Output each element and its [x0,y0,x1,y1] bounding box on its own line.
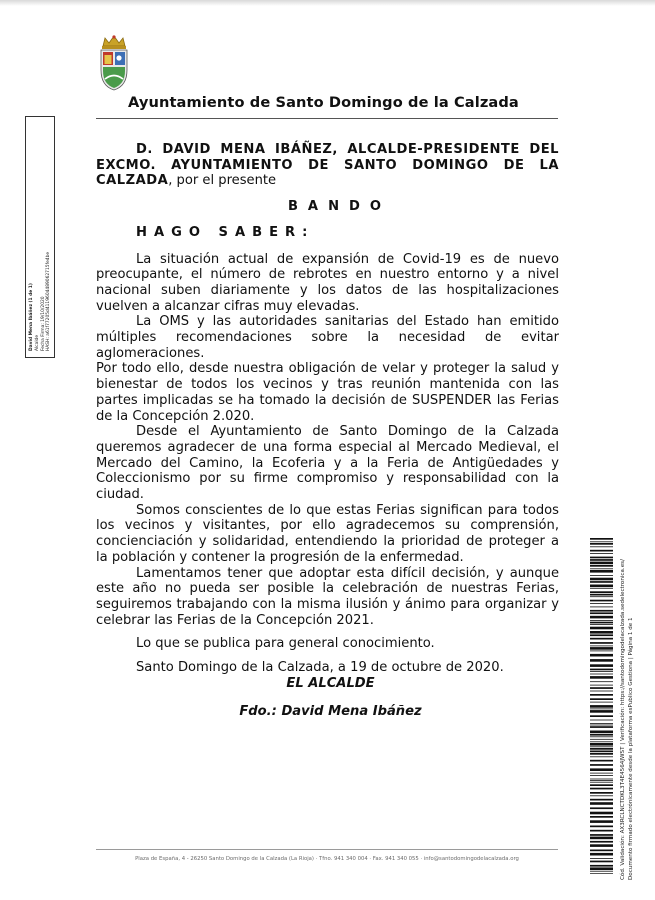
signer-role: Alcalde [34,334,40,351]
signer-name: David Mena Ibáñez (1 de 1) [29,283,34,351]
place-and-date: Santo Domingo de la Calzada, a 19 de octubre de 2020. [136,660,504,676]
paragraph-oms: La OMS y las autoridades sanitarias del Estado han emitido múltiples recomendaciones sobre la necesidad de evitar aglomeraciones. [96,314,559,361]
paragraph-decision: Por todo ello, desde nuestra obligación de velar y proteger la salud y bienestar de todos los vecinos y tras reunión mantenida con las partes implicadas se ha tomado la decisión de SUSPENDER las Ferias de la Concepción 2.020. [96,361,559,424]
header-divider [96,118,558,119]
document-body [96,142,559,719]
signer-title: EL ALCALDE [286,675,375,691]
page-edge-shade [0,0,655,6]
signature-details [26,117,56,359]
organization-title: Ayuntamiento de Santo Domingo de la Calzada [128,94,519,111]
paragraph-thanks: Desde el Ayuntamiento de Santo Domingo de la Calzada queremos agradecer de una forma especial al Mercado Medieval, el Mercado del Camino, la Ecoferia y a la Feria de Antigüedades y Coleccionismo por su firme compromiso y responsabilidad con la ciudad. [96,424,559,503]
document-title: BANDO [287,199,392,215]
signature-hash: HASH: a61f77205d4119604489062715fe4be [46,251,52,351]
paragraph-awareness: Somos conscientes de lo que estas Ferias significan para todos los vecinos y visitantes, por ello agradecemos su comprensión, concienciación y solidaridad, entendiendo la prioridad de proteger a la población y contener la progresión de la enfermedad. [96,502,559,565]
intro-bold: D. DAVID MENA IBÁÑEZ, ALCALDE-PRESIDENTE DEL EXCMO. AYUNTAMIENTO DE SANTO DOMINGO DE LA CALZADA [96,142,559,189]
signer-signature-line: Fdo.: David Mena Ibáñez [239,703,422,719]
verification-barcode [590,538,613,874]
verification-line-2: Documento firmado electrónicamente desde la plataforma esPublico Gestiona | Página 1 de 1 [628,617,634,880]
footer-divider [96,849,558,850]
closing-line: Lo que se publica para general conocimiento. [136,636,435,652]
verification-line-1: Cód. Validación: AX3RCLNCTDKL3T4E4564JWST | Verificación: https://santodomingodelacalzada.sedelectronica.es/ [620,559,626,880]
intro-paragraph [96,142,559,189]
electronic-signature-box [25,116,55,358]
municipal-coat-of-arms-icon [97,34,131,92]
signature-date: Fecha Firma: 19/10/2020 [40,296,46,351]
document-subtitle: HAGO SABER: [136,224,315,240]
paragraph-covid: La situación actual de expansión de Covid-19 es de nuevo preocupante, el número de rebrotes en nuestro entorno y a nivel nacional suben diariamente y los datos de las hospitalizaciones vuelven a alcanzar cifras muy elevadas. [96,251,559,314]
intro-rest: , por el presente [168,173,277,189]
footer-address: Plaza de España, 4 - 26250 Santo Domingo de la Calzada (La Rioja) · Tfno. 941 340 004 · Fax. 941 340 055 · info@santodomingodelacalzada.org [135,856,519,862]
paragraph-regret: Lamentamos tener que adoptar esta difícil decisión, y aunque este año no pueda ser posible la celebración de nuestras Ferias, seguiremos trabajando con la misma ilusión y ánimo para organizar y celebrar las Ferias de la Concepción 2021. [96,565,559,628]
verification-text [619,520,649,880]
